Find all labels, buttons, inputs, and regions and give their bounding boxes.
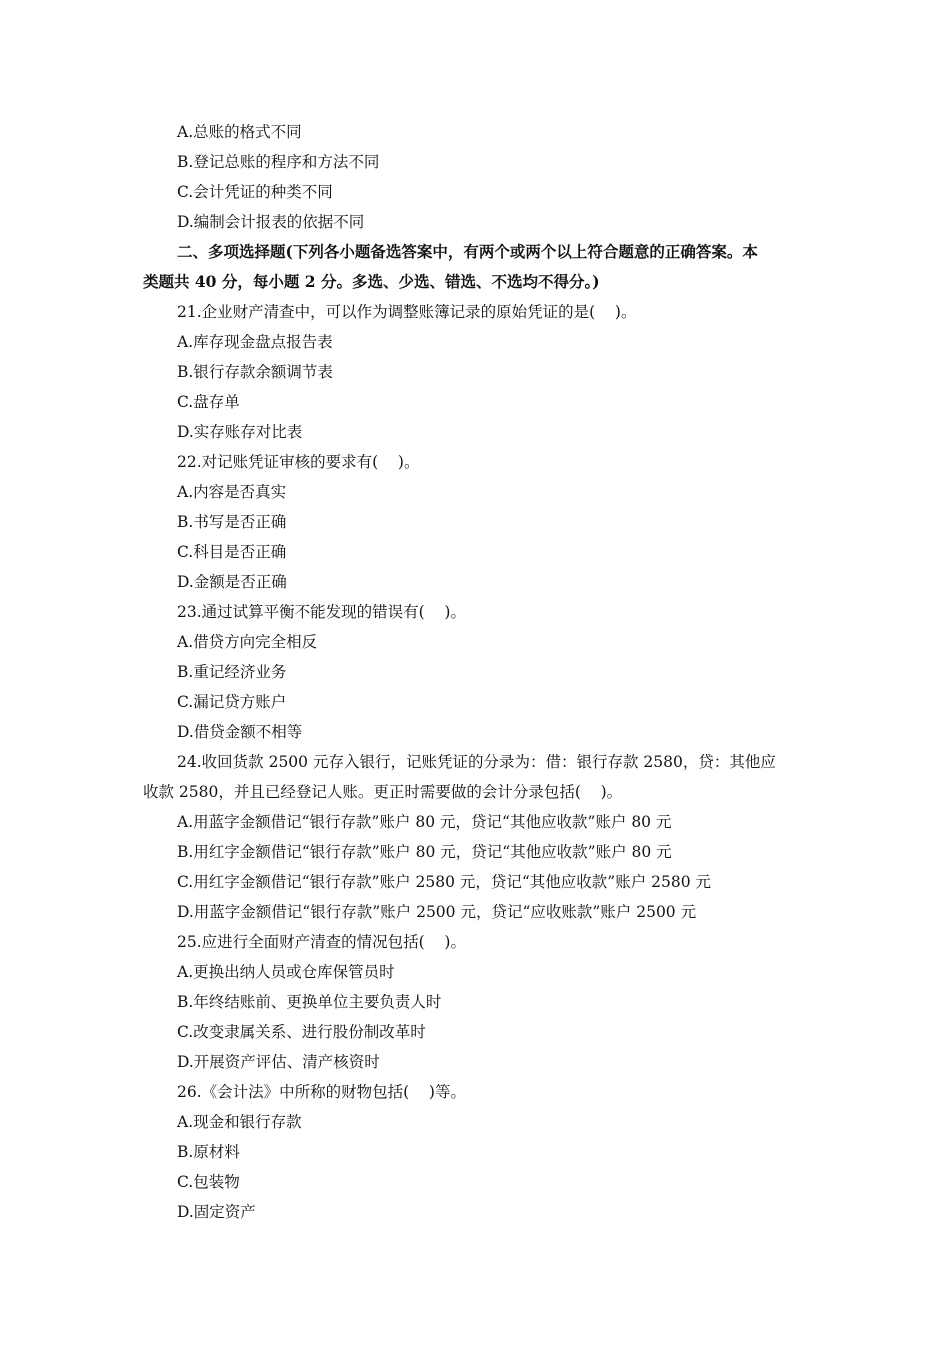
option-c: C.改变隶属关系、进行股份制改革时 (177, 1023, 426, 1041)
option-b: B.银行存款余额调节表 (177, 363, 333, 381)
section-heading-line-1: 二、多项选择题(下列各小题备选答案中，有两个或两个以上符合题意的正确答案。本 (177, 242, 758, 261)
question-23 (143, 597, 813, 747)
question-stem: 21.企业财产清查中，可以作为调整账簿记录的原始凭证的是( )。 (177, 303, 637, 321)
option-b: B.原材料 (177, 1143, 240, 1161)
option-a: A.库存现金盘点报告表 (177, 333, 333, 351)
option-d: D.用蓝字金额借记“银行存款”账户 2500 元，贷记“应收账款”账户 2500 元 (177, 903, 697, 921)
question-stem: 22.对记账凭证审核的要求有( )。 (177, 453, 420, 471)
document-content (143, 117, 813, 1227)
option-b: B.用红字金额借记“银行存款”账户 80 元，贷记“其他应收款”账户 80 元 (177, 843, 672, 861)
option-a: A.借贷方向完全相反 (177, 633, 318, 651)
question-stem-line-2: 收款 2580，并且已经登记人账。更正时需要做的会计分录包括( )。 (143, 783, 623, 801)
option-a: A.内容是否真实 (177, 483, 287, 501)
question-stem: 23.通过试算平衡不能发现的错误有( )。 (177, 603, 466, 621)
option-a: A.更换出纳人员或仓库保管员时 (177, 963, 395, 981)
option-b: B.登记总账的程序和方法不同 (177, 153, 380, 171)
option-d: D.开展资产评估、清产核资时 (177, 1053, 380, 1071)
option-d: D.金额是否正确 (177, 573, 287, 591)
option-a: A.现金和银行存款 (177, 1113, 302, 1131)
option-c: C.用红字金额借记“银行存款”账户 2580 元，贷记“其他应收款”账户 2580 元 (177, 873, 712, 891)
option-d: D.固定资产 (177, 1203, 256, 1221)
option-c: C.盘存单 (177, 393, 240, 411)
option-a: A.用蓝字金额借记“银行存款”账户 80 元，贷记“其他应收款”账户 80 元 (177, 813, 672, 831)
question-24 (143, 747, 813, 927)
section-heading (143, 237, 813, 297)
question-25 (143, 927, 813, 1077)
option-d: D.编制会计报表的依据不同 (177, 213, 365, 231)
option-c: C.会计凭证的种类不同 (177, 183, 333, 201)
option-d: D.借贷金额不相等 (177, 723, 303, 741)
option-c: C.漏记贷方账户 (177, 693, 287, 711)
option-b: B.书写是否正确 (177, 513, 287, 531)
option-c: C.包装物 (177, 1173, 240, 1191)
option-d: D.实存账存对比表 (177, 423, 303, 441)
prev-question-options (143, 117, 813, 237)
option-c: C.科目是否正确 (177, 543, 287, 561)
question-stem-line-1: 24.收回货款 2500 元存入银行，记账凭证的分录为：借：银行存款 2580，贷：其他应 (177, 753, 776, 771)
option-b: B.年终结账前、更换单位主要负责人时 (177, 993, 442, 1011)
question-22 (143, 447, 813, 597)
section-heading-line-2: 类题共 40 分，每小题 2 分。多选、少选、错选、不选均不得分。) (143, 272, 600, 291)
question-stem: 25.应进行全面财产清查的情况包括( )。 (177, 933, 466, 951)
question-21 (143, 297, 813, 447)
option-b: B.重记经济业务 (177, 663, 287, 681)
option-a: A.总账的格式不同 (177, 123, 302, 141)
question-26 (143, 1077, 813, 1227)
question-stem: 26.《会计法》中所称的财物包括( )等。 (177, 1083, 466, 1101)
